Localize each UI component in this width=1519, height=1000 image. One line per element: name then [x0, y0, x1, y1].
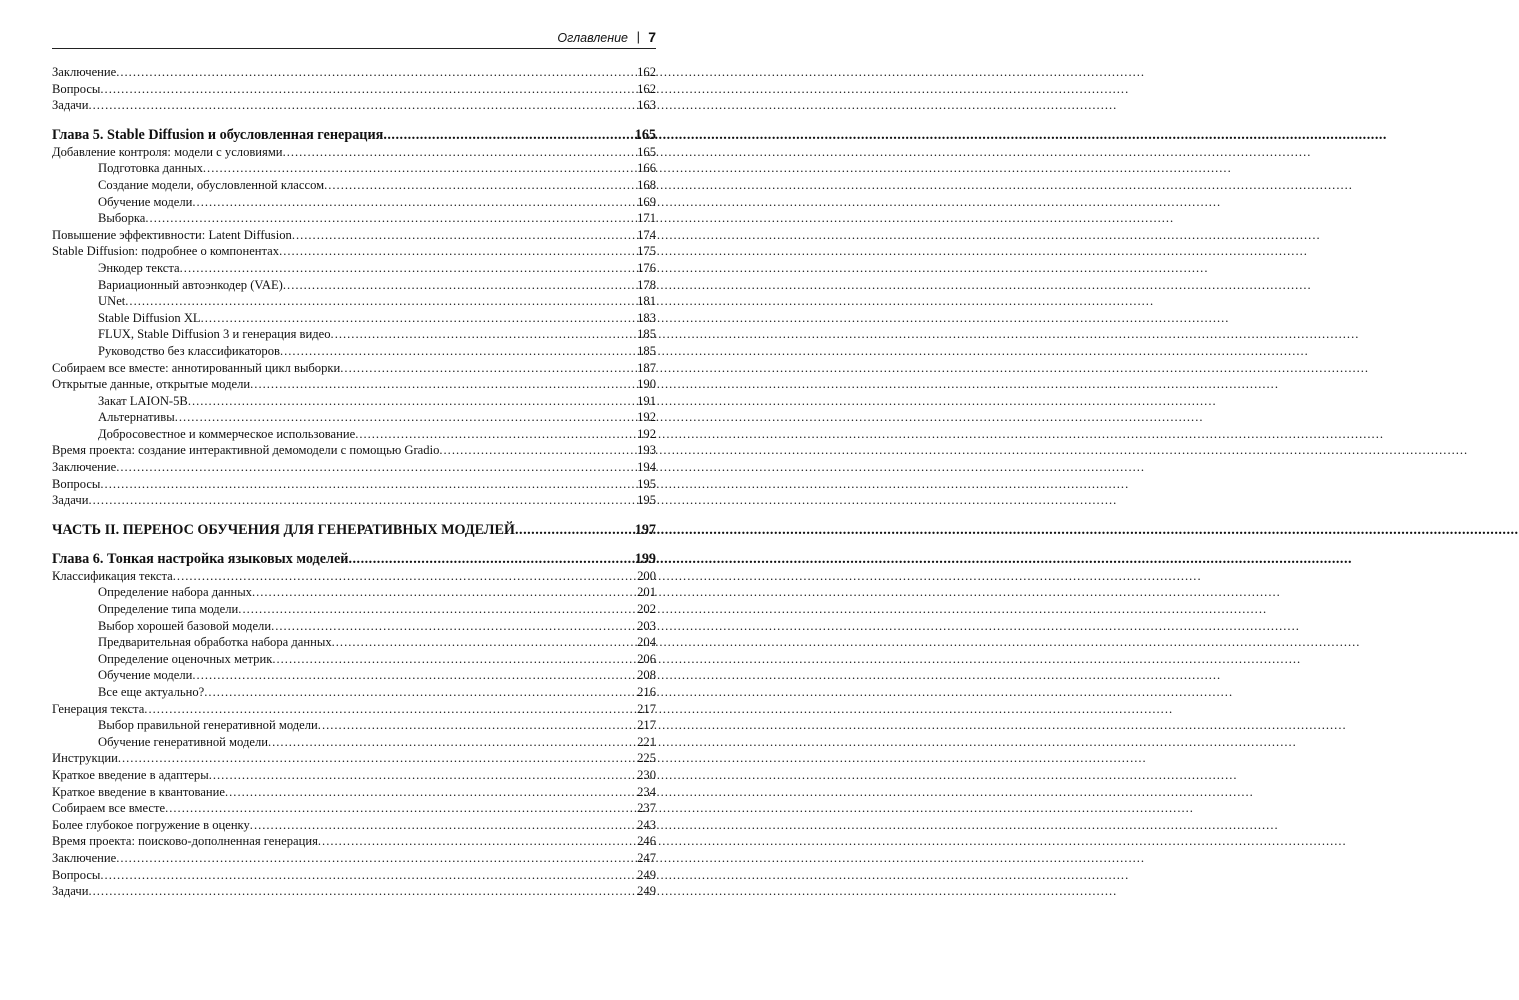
toc-entry-title: Открытые данные, открытые модели	[52, 377, 251, 392]
toc-entry-page: 246	[637, 834, 656, 849]
dot-leader	[268, 734, 637, 751]
toc-chapter-6[interactable]	[52, 550, 656, 568]
toc-entry-title: Добросовестное и коммерческое использование	[98, 426, 356, 441]
toc-entry[interactable]	[52, 800, 656, 817]
toc-entry-title: Классификация текста	[52, 568, 173, 583]
toc-entry-title: Обучение модели	[98, 194, 193, 209]
dot-leader	[175, 409, 637, 426]
toc-entry-page: 185	[637, 343, 656, 358]
toc-entry-page: 192	[637, 410, 656, 425]
toc-entry-page: 181	[637, 294, 656, 309]
toc-entry-page: 225	[637, 751, 656, 766]
dot-leader	[100, 867, 637, 884]
toc-entry[interactable]	[52, 293, 656, 310]
dot-leader	[252, 584, 637, 601]
toc-chapter-page: 165	[634, 126, 656, 143]
toc-entry-page: 237	[637, 801, 656, 816]
toc-entry[interactable]	[52, 360, 656, 377]
toc-entry[interactable]	[52, 177, 656, 194]
dot-leader	[331, 326, 638, 343]
toc-entry-page: 202	[637, 602, 656, 617]
toc-entry-title: Задачи	[52, 884, 89, 899]
toc-entry[interactable]	[52, 618, 656, 635]
toc-entry-page: 162	[637, 81, 656, 96]
toc-entry[interactable]	[52, 651, 656, 668]
dot-leader	[204, 684, 637, 701]
toc-entry-title: Обучение модели	[98, 668, 193, 683]
table-of-contents	[52, 64, 656, 900]
toc-entry-title: Задачи	[52, 98, 89, 113]
dot-leader	[144, 701, 637, 718]
dot-leader	[100, 476, 637, 493]
dot-leader	[355, 426, 637, 443]
toc-entry[interactable]	[52, 310, 656, 327]
dot-leader	[292, 227, 637, 244]
toc-entry-title: Вопросы	[52, 476, 101, 491]
toc-entry-page: 243	[637, 817, 656, 832]
toc-entry-title: Создание модели, обусловленной классом	[98, 177, 325, 192]
dot-leader	[118, 750, 637, 767]
toc-chapter-title: Глава 5. Stable Diffusion и обусловленная генерация	[52, 126, 384, 143]
toc-entry[interactable]	[52, 492, 656, 509]
toc-entry[interactable]	[52, 867, 656, 884]
toc-entry-title: Повышение эффективности: Latent Diffusion	[52, 227, 292, 242]
dot-leader	[173, 568, 637, 585]
toc-entry-page: 174	[637, 227, 656, 242]
toc-entry-title: Определение набора данных	[98, 585, 252, 600]
toc-entry[interactable]	[52, 568, 656, 585]
toc-entry-title: Выбор хорошей базовой модели	[98, 618, 272, 633]
dot-leader	[116, 64, 637, 81]
toc-entry-title: Задачи	[52, 493, 89, 508]
toc-entry-page: 203	[637, 618, 656, 633]
toc-entry-page: 185	[637, 327, 656, 342]
toc-entry-title: Подготовка данных	[98, 161, 203, 176]
toc-entry-page: 204	[637, 635, 656, 650]
toc-entry[interactable]	[52, 850, 656, 867]
toc-entry-page: 165	[637, 144, 656, 159]
toc-entry-page: 206	[637, 651, 656, 666]
toc-part-title: ЧАСТЬ II. ПЕРЕНОС ОБУЧЕНИЯ ДЛЯ ГЕНЕРАТИВНЫХ МОДЕЛЕЙ	[52, 521, 515, 538]
toc-entry-title: Руководство без классификаторов	[98, 343, 280, 358]
toc-entry-page: 217	[637, 701, 656, 716]
toc-entry[interactable]	[52, 459, 656, 476]
toc-block-chapter5	[52, 144, 656, 509]
toc-part-page: 197	[634, 521, 656, 538]
toc-entry-title: Stable Diffusion XL	[98, 310, 201, 325]
toc-entry[interactable]	[52, 442, 656, 459]
toc-entry[interactable]	[52, 393, 656, 410]
toc-entry-title: Собираем все вместе: аннотированный цикл выборки	[52, 360, 341, 375]
toc-entry[interactable]	[52, 717, 656, 734]
toc-entry-page: 195	[637, 476, 656, 491]
toc-entry-title: Выбор правильной генеративной модели	[98, 718, 318, 733]
toc-entry[interactable]	[52, 601, 656, 618]
toc-chapter-page: 199	[634, 550, 656, 567]
toc-entry-title: Генерация текста	[52, 701, 145, 716]
dot-leader	[318, 717, 637, 734]
toc-part-2[interactable]	[52, 521, 656, 539]
header-separator: |	[636, 29, 640, 44]
dot-leader	[188, 393, 637, 410]
toc-entry-title: Заключение	[52, 460, 117, 475]
toc-entry-page: 191	[637, 393, 656, 408]
toc-entry-page: 234	[637, 784, 656, 799]
dot-leader	[192, 667, 637, 684]
dot-leader	[348, 550, 634, 568]
toc-entry[interactable]	[52, 833, 656, 850]
dot-leader	[383, 126, 634, 144]
toc-entry[interactable]	[52, 634, 656, 651]
toc-entry-title: Альтернативы	[98, 410, 175, 425]
dot-leader	[439, 442, 637, 459]
toc-entry-page: 175	[637, 244, 656, 259]
dot-leader	[88, 883, 637, 900]
page-number: 7	[648, 29, 656, 45]
toc-entry-title: UNet	[98, 294, 126, 309]
toc-entry-title: Выборка	[98, 211, 146, 226]
dot-leader	[88, 492, 637, 509]
toc-entry[interactable]	[52, 81, 656, 98]
toc-entry-page: 208	[637, 668, 656, 683]
toc-entry[interactable]	[52, 476, 656, 493]
toc-entry-title: Закат LAION-5B	[98, 393, 188, 408]
toc-entry-page: 171	[637, 211, 656, 226]
toc-entry-page: 178	[637, 277, 656, 292]
dot-leader	[116, 459, 637, 476]
running-head: Оглавление	[557, 31, 628, 45]
toc-entry-title: Обучение генеративной модели	[98, 734, 268, 749]
toc-entry-page: 166	[637, 161, 656, 176]
toc-entry[interactable]	[52, 426, 656, 443]
toc-entry-title: Энкодер текста	[98, 260, 180, 275]
toc-entry-title: FLUX, Stable Diffusion 3 и генерация видео	[98, 327, 331, 342]
dot-leader	[209, 767, 637, 784]
toc-entry-page: 230	[637, 767, 656, 782]
toc-entry-title: Заключение	[52, 65, 117, 79]
dot-leader	[324, 177, 637, 194]
toc-entry[interactable]	[52, 160, 656, 177]
dot-leader	[145, 210, 637, 227]
toc-entry[interactable]	[52, 701, 656, 718]
toc-entry-page: 200	[637, 568, 656, 583]
dot-leader	[272, 651, 637, 668]
toc-entry[interactable]	[52, 409, 656, 426]
toc-entry-page: 176	[637, 260, 656, 275]
dot-leader	[332, 634, 637, 651]
dot-leader	[116, 850, 637, 867]
toc-chapter-5[interactable]	[52, 126, 656, 144]
toc-entry[interactable]	[52, 343, 656, 360]
toc-entry-page: 216	[637, 685, 656, 699]
toc-entry[interactable]	[52, 97, 656, 114]
toc-entry-page: 249	[637, 884, 656, 899]
toc-entry-page: 163	[637, 98, 656, 113]
toc-entry[interactable]	[52, 194, 656, 211]
toc-entry-title: Stable Diffusion: подробнее о компонентах	[52, 244, 280, 259]
dot-leader	[201, 310, 638, 327]
dot-leader	[515, 521, 635, 539]
toc-entry[interactable]	[52, 667, 656, 684]
toc-entry-page: 221	[637, 734, 656, 749]
toc-entry[interactable]	[52, 584, 656, 601]
toc-entry-page: 194	[637, 460, 656, 475]
dot-leader	[340, 360, 637, 377]
toc-chapter-title: Глава 6. Тонкая настройка языковых моделей	[52, 550, 349, 567]
toc-entry[interactable]	[52, 260, 656, 277]
dot-leader	[250, 817, 637, 834]
dot-leader	[225, 784, 637, 801]
toc-entry-page: 249	[637, 867, 656, 882]
toc-entry-title: Определение оценочных метрик	[98, 651, 273, 666]
toc-entry-title: Добавление контроля: модели с условиями	[52, 144, 283, 159]
toc-entry-title: Заключение	[52, 850, 117, 865]
toc-entry-page: 168	[637, 177, 656, 192]
toc-block-chapter6	[52, 568, 656, 900]
toc-entry-title: Инструкции	[52, 751, 118, 766]
toc-entry-page: 190	[637, 377, 656, 392]
dot-leader	[100, 81, 637, 98]
toc-entry[interactable]	[52, 817, 656, 834]
toc-entry[interactable]	[52, 734, 656, 751]
dot-leader	[250, 376, 637, 393]
dot-leader	[238, 601, 637, 618]
toc-entry[interactable]	[52, 144, 656, 161]
toc-entry-title: Время проекта: поисково-дополненная генерация	[52, 834, 318, 849]
dot-leader	[180, 260, 637, 277]
dot-leader	[192, 194, 637, 211]
toc-entry-title: Определение типа модели	[98, 602, 239, 617]
toc-entry-page: 195	[637, 493, 656, 508]
toc-entry-title: Собираем все вместе	[52, 801, 166, 816]
toc-entry-title: Все еще актуально?	[98, 685, 205, 699]
dot-leader	[283, 144, 638, 161]
toc-entry-page: 183	[637, 310, 656, 325]
toc-entry[interactable]	[52, 64, 656, 81]
dot-leader	[125, 293, 637, 310]
toc-entry[interactable]	[52, 210, 656, 227]
toc-entry-title: Вариационный автоэнкодер (VAE)	[98, 277, 283, 292]
toc-entry[interactable]	[52, 883, 656, 900]
dot-leader	[318, 833, 637, 850]
toc-entry-page: 187	[637, 360, 656, 375]
dot-leader	[165, 800, 637, 817]
toc-entry-page: 192	[637, 426, 656, 441]
dot-leader	[203, 160, 637, 177]
toc-entry[interactable]	[52, 684, 656, 701]
toc-entry-page: 247	[637, 850, 656, 865]
toc-entry[interactable]	[52, 750, 656, 767]
toc-entry-page: 162	[637, 65, 656, 79]
toc-entry-page: 217	[637, 718, 656, 733]
toc-entry-title: Вопросы	[52, 81, 101, 96]
toc-entry-title: Вопросы	[52, 867, 101, 882]
toc-entry-page: 169	[637, 194, 656, 209]
dot-leader	[279, 243, 637, 260]
toc-entry[interactable]	[52, 243, 656, 260]
toc-entry-title: Краткое введение в квантование	[52, 784, 225, 799]
dot-leader	[271, 618, 637, 635]
toc-entry-title: Более глубокое погружение в оценку	[52, 817, 250, 832]
toc-entry[interactable]	[52, 784, 656, 801]
toc-entry[interactable]	[52, 767, 656, 784]
toc-entry[interactable]	[52, 227, 656, 244]
toc-entry-title: Время проекта: создание интерактивной демомодели с помощью Gradio	[52, 443, 440, 458]
toc-entry-title: Предварительная обработка набора данных	[98, 635, 332, 650]
toc-entry-page: 201	[637, 585, 656, 600]
toc-entry[interactable]	[52, 376, 656, 393]
toc-entry[interactable]	[52, 277, 656, 294]
toc-entry[interactable]	[52, 326, 656, 343]
dot-leader	[88, 97, 637, 114]
toc-block-chapter4-end	[52, 64, 656, 114]
dot-leader	[283, 277, 637, 294]
toc-entry-title: Краткое введение в адаптеры	[52, 767, 209, 782]
page-header	[52, 28, 656, 49]
toc-entry-page: 193	[637, 443, 656, 458]
dot-leader	[280, 343, 637, 360]
